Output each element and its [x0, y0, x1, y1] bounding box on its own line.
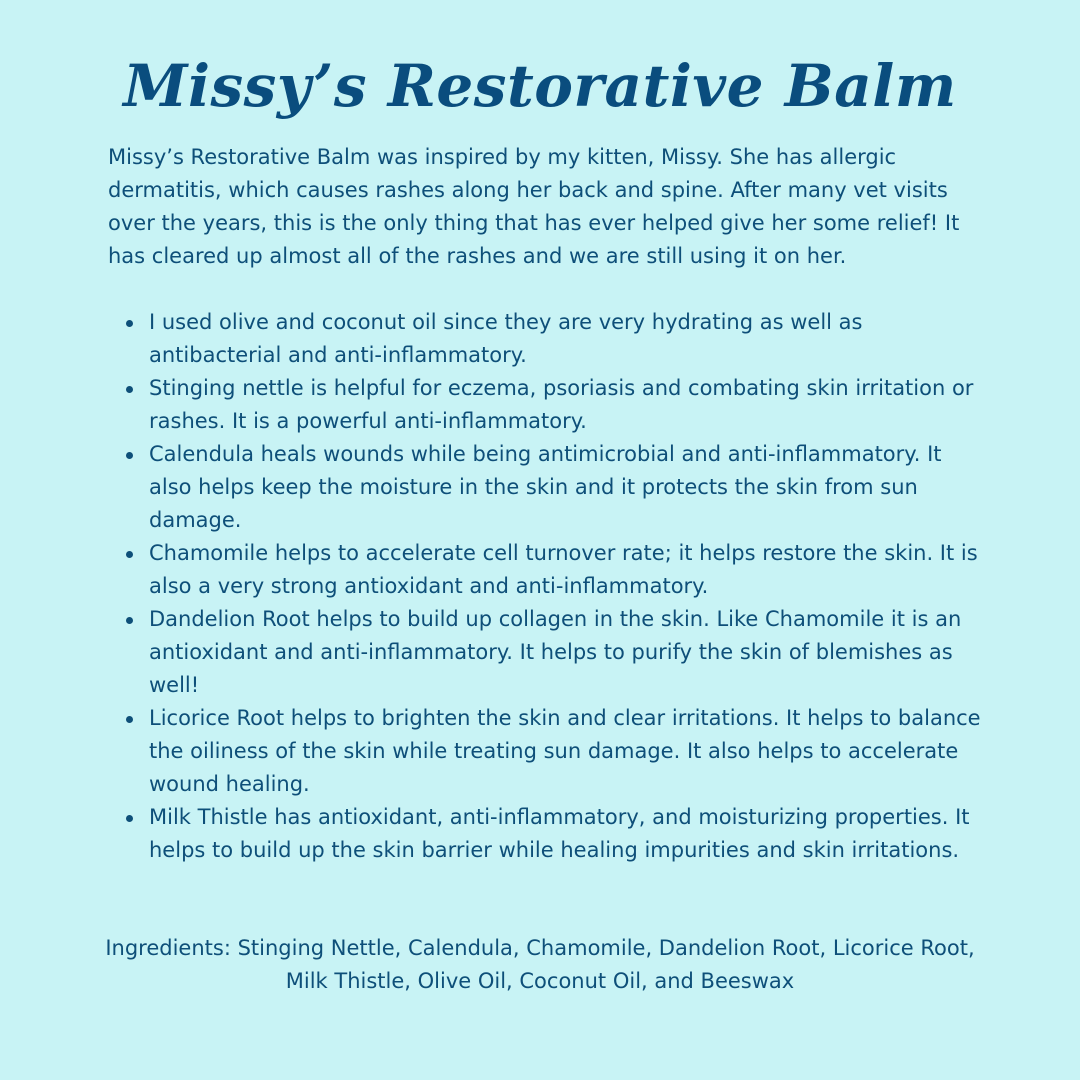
list-item: Chamomile helps to accelerate cell turnover rate; it helps restore the skin. It is also a very strong antioxidant and anti-inflammatory.: [149, 537, 988, 603]
list-item: Stinging nettle is helpful for eczema, psoriasis and combating skin irritation or rashes. It is a powerful anti-inflammatory.: [149, 372, 988, 438]
list-item: Calendula heals wounds while being antimicrobial and anti-inflammatory. It also helps keep the moisture in the skin and it protects the skin from sun damage.: [149, 438, 988, 537]
ingredients-text: Ingredients: Stinging Nettle, Calendula, Chamomile, Dandelion Root, Licorice Root, Milk Thistle, Olive Oil, Coconut Oil, and Beeswax: [105, 936, 975, 993]
list-item: Milk Thistle has antioxidant, anti-inflammatory, and moisturizing properties. It helps to build up the skin barrier while healing impurities and skin irritations.: [149, 801, 988, 867]
intro-paragraph: Missy’s Restorative Balm was inspired by my kitten, Missy. She has allergic dermatitis, which causes rashes along her back and spine. After many vet visits over the years, this is the only thing that has ever helped give her some relief! It has cleared up almost all of the rashes and we are still using it on her.: [108, 145, 960, 268]
list-item: Licorice Root helps to brighten the skin and clear irritations. It helps to balance the oiliness of the skin while treating sun damage. It also helps to accelerate wound healing.: [149, 702, 988, 801]
list-item: I used olive and coconut oil since they are very hydrating as well as antibacterial and anti-inflammatory.: [149, 306, 988, 372]
page-title: Missy’s Restorative Balm: [123, 52, 957, 120]
list-item: Dandelion Root helps to build up collagen in the skin. Like Chamomile it is an antioxidant and anti-inflammatory. It helps to purify the skin of blemishes as well!: [149, 603, 988, 702]
benefits-list: [108, 306, 988, 867]
